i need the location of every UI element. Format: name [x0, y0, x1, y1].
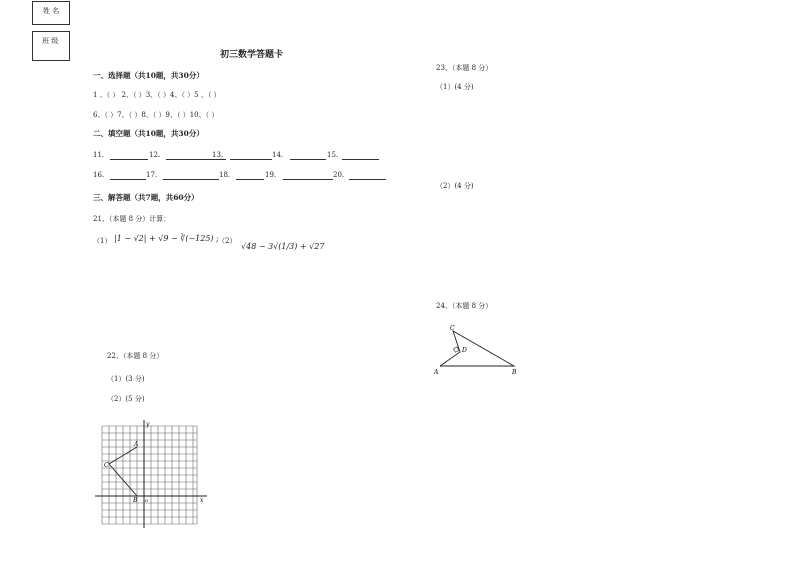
blank-16-num: 16.	[93, 171, 105, 179]
section1-heading: 一、选择题（共10题，共30分）	[93, 71, 204, 80]
label-c-q24: C	[450, 325, 455, 332]
q22-part1: （1）(3 分)	[107, 375, 145, 383]
q24-header: 24、（本题 8 分）	[436, 302, 493, 310]
q21-part2-label: （2）	[218, 237, 237, 245]
blank-11-line	[110, 159, 148, 160]
label-o: o	[145, 498, 149, 504]
q23-part2: （2）(4 分)	[436, 182, 474, 190]
blank-12-line	[166, 159, 226, 160]
q21-header: 21、（本题 8 分）计算：	[93, 215, 171, 223]
blank-19-line	[283, 179, 333, 180]
blank-19-num: 19.	[265, 171, 277, 179]
blank-11-num: 11.	[93, 151, 105, 159]
label-y: y	[146, 421, 150, 428]
section3-heading: 三、解答题（共7题，共60分）	[93, 193, 199, 202]
class-box	[32, 31, 70, 61]
q23-header: 23、（本题 8 分）	[436, 64, 493, 72]
class-label: 班 级	[42, 37, 59, 45]
blank-16-line	[110, 179, 146, 180]
label-d-q24: D	[462, 347, 467, 354]
blank-17-line	[163, 179, 219, 180]
blank-13-num: 13.	[212, 151, 224, 159]
blank-14-line	[290, 159, 326, 160]
label-a-q24: A	[434, 369, 439, 376]
blank-13-line	[230, 159, 272, 160]
blank-12-num: 12.	[149, 151, 161, 159]
page-title: 初三数学答题卡	[220, 50, 284, 60]
label-a: A	[134, 441, 139, 448]
q21-part2-expression: √48 − 3√(1/3) + √27	[241, 242, 325, 251]
q21-part1-label: （1）	[93, 237, 112, 245]
q22-grid-figure	[95, 418, 210, 530]
blank-15-line	[342, 159, 379, 160]
q21-part1-expression: |1 − √2| + √9 − ∛(−125) ;	[114, 234, 219, 243]
blank-15-num: 15.	[327, 151, 339, 159]
q22-part2: （2）(5 分)	[107, 395, 145, 403]
name-box	[32, 1, 70, 25]
q23-part1: （1）(4 分)	[436, 83, 474, 91]
blank-20-line	[349, 179, 386, 180]
choice-row-2: 6、（ ）7、（ ）8、（ ）9、（ ）10、（ ）	[93, 111, 219, 119]
section2-heading: 二、填空题（共10题，共30分）	[93, 129, 204, 138]
q24-triangle-figure	[430, 320, 530, 380]
label-b: B	[133, 497, 138, 504]
choice-row-1: 1 、（ ） 2、（ ）3、（ ）4、（ ）5 、（ ）	[93, 91, 221, 99]
blank-20-num: 20.	[333, 171, 345, 179]
triangle-abc-q24	[440, 331, 514, 366]
blank-14-num: 14.	[272, 151, 284, 159]
blank-18-num: 18.	[219, 171, 231, 179]
name-label: 姓 名	[43, 7, 60, 15]
label-b-q24: B	[512, 369, 517, 376]
label-x: x	[200, 497, 204, 504]
blank-17-num: 17.	[146, 171, 158, 179]
q22-header: 22、（本题 8 分）	[107, 352, 164, 360]
label-c: C	[104, 462, 109, 469]
grid-lines	[102, 426, 197, 524]
blank-18-line	[236, 179, 264, 180]
